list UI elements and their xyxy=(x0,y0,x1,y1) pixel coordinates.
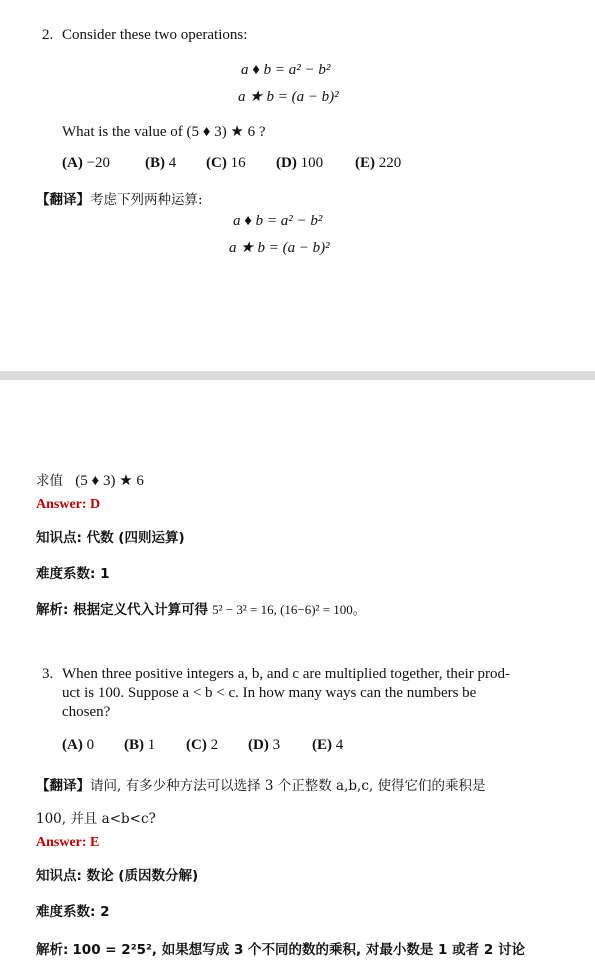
q3-choice-c xyxy=(186,737,218,754)
q2-knowledge-point: 知识点: 代数 (四则运算) xyxy=(36,530,185,546)
choice-value: 16 xyxy=(230,155,246,171)
q3-translation-line-1 xyxy=(36,774,485,794)
q3-choice-b xyxy=(124,737,155,754)
choice-label: (D) xyxy=(248,737,269,753)
q3-translation-line-2: 100, 并且 a<b<c? xyxy=(36,811,156,827)
choice-label: (B) xyxy=(145,155,165,171)
choice-value: 0 xyxy=(86,737,95,753)
choice-label: (A) xyxy=(62,155,83,171)
choice-label: (B) xyxy=(124,737,144,753)
q2-choice-b xyxy=(145,155,176,172)
q2-question: What is the value of (5 ♦ 3) ★ 6 ? xyxy=(62,124,266,140)
q3-analysis xyxy=(36,938,525,959)
choice-value: 4 xyxy=(168,155,177,171)
q2-number: 2. xyxy=(42,27,54,43)
analysis-label: 解析: xyxy=(36,942,69,958)
choice-value: 2 xyxy=(210,737,219,753)
choice-value: 100 xyxy=(300,155,324,171)
q2-choice-c xyxy=(206,155,246,172)
translation-text: 请问, 有多少种方法可以选择 3 个正整数 a,b,c, 使得它们的乘积是 xyxy=(90,778,486,794)
q3-prompt-line-1: When three positive integers a, b, and c are multiplied together, their prod- xyxy=(62,666,510,682)
translation-label: 【翻译】 xyxy=(36,778,90,794)
q2-translation-equation-diamond: a ♦ b = a² − b² xyxy=(233,213,323,229)
translation-label: 【翻译】 xyxy=(36,192,90,208)
analysis-label: 解析: 根据定义代入计算可得 xyxy=(36,602,209,618)
choice-label: (C) xyxy=(186,737,207,753)
q2-choice-d xyxy=(276,155,323,172)
q2-choice-a xyxy=(62,155,110,172)
page-divider xyxy=(0,371,595,380)
q3-number: 3. xyxy=(42,666,54,682)
q2-ask xyxy=(36,469,144,490)
choice-label: (A) xyxy=(62,737,83,753)
choice-label: (C) xyxy=(206,155,227,171)
choice-value: 4 xyxy=(335,737,344,753)
analysis-text: 100 = 2²5², 如果想写成 3 个不同的数的乘积, 对最小数是 1 或者 2 讨论 xyxy=(72,942,525,958)
choice-label: (D) xyxy=(276,155,297,171)
analysis-math: 5² − 3² = 16, (16−6)² = 100。 xyxy=(212,602,366,617)
translation-text: 考虑下列两种运算: xyxy=(90,192,203,208)
q2-equation-star: a ★ b = (a − b)² xyxy=(238,89,339,105)
q2-prompt: Consider these two operations: xyxy=(62,27,248,43)
ask-prefix: 求值 xyxy=(36,473,63,489)
q3-knowledge-point: 知识点: 数论 (质因数分解) xyxy=(36,868,199,884)
q2-equation-diamond: a ♦ b = a² − b² xyxy=(241,62,331,78)
choice-value: 1 xyxy=(147,737,156,753)
q2-answer: Answer: D xyxy=(36,497,101,512)
q3-choice-d xyxy=(248,737,280,754)
q3-answer: Answer: E xyxy=(36,835,100,850)
q2-translation xyxy=(36,188,203,208)
choice-label: (E) xyxy=(355,155,375,171)
choice-value: 3 xyxy=(272,737,281,753)
q3-prompt-line-2: uct is 100. Suppose a < b < c. In how many ways can the numbers be xyxy=(62,685,477,701)
q3-difficulty: 难度系数: 2 xyxy=(36,904,110,920)
choice-value: −20 xyxy=(86,155,111,171)
q3-prompt-line-3: chosen? xyxy=(62,704,111,720)
q2-analysis xyxy=(36,598,366,619)
ask-expression: (5 ♦ 3) ★ 6 xyxy=(75,473,144,489)
q2-difficulty: 难度系数: 1 xyxy=(36,566,110,582)
q2-translation-equation-star: a ★ b = (a − b)² xyxy=(229,240,330,256)
q2-choice-e xyxy=(355,155,401,172)
q3-choice-a xyxy=(62,737,94,754)
choice-label: (E) xyxy=(312,737,332,753)
q3-choice-e xyxy=(312,737,343,754)
choice-value: 220 xyxy=(378,155,402,171)
